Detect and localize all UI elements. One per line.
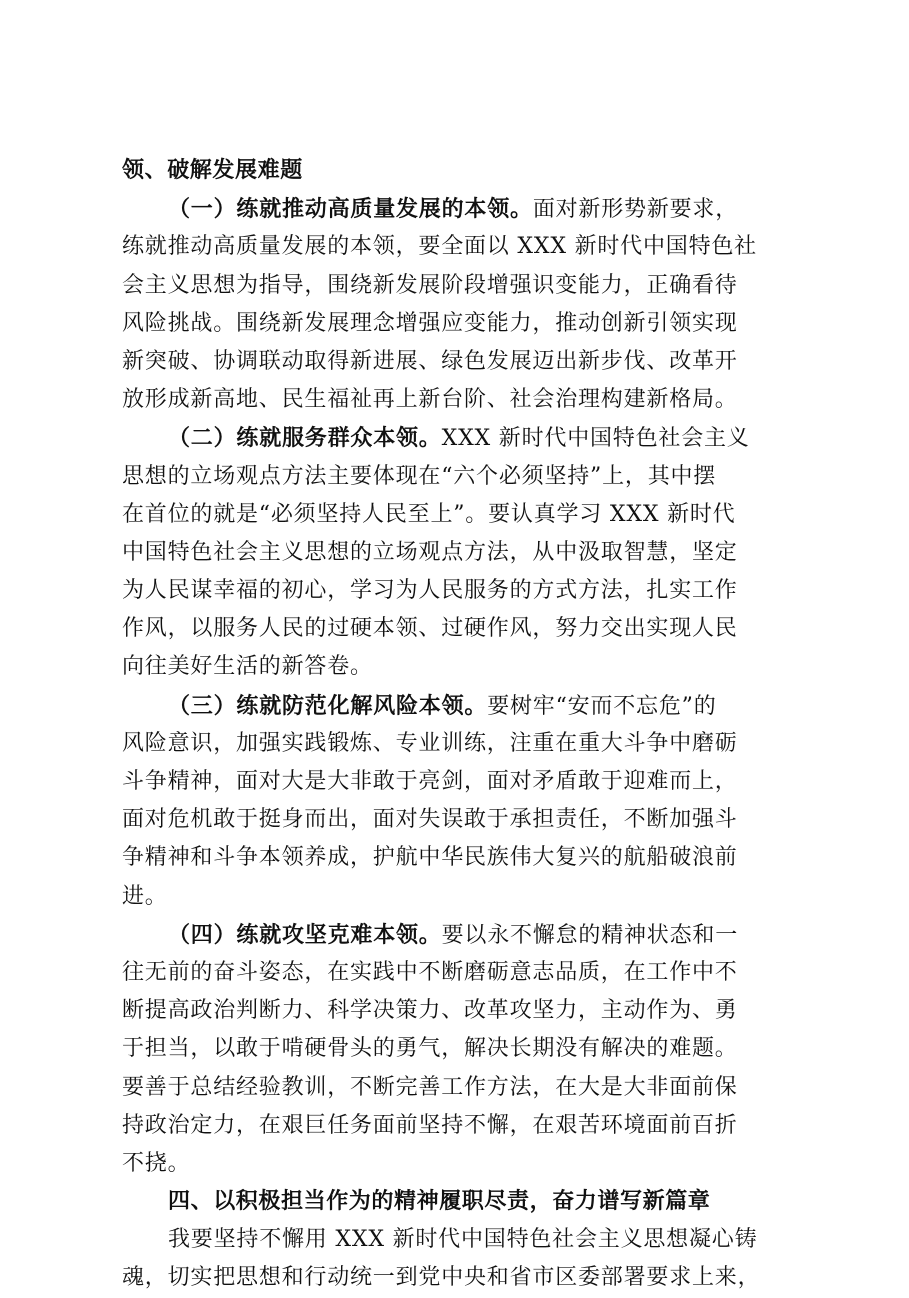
line-text: 不挠。 [122, 1150, 191, 1176]
line-text: 要树牢“安而不忘危”的 [487, 693, 717, 719]
paragraph-line [122, 305, 802, 343]
line-text: 争精神和斗争本领养成，护航中华民族伟大复兴的航船破浪前 [122, 845, 738, 871]
paragraph-line [122, 1259, 802, 1297]
paragraph-line [122, 1221, 802, 1259]
line-text: 四、以积极担当作为的精神履职尽责，奋力谱写新篇章 [168, 1189, 711, 1215]
paragraph-line [122, 878, 802, 916]
line-text: 面对危机敢于挺身而出，面对失误敢于承担责任，不断加强斗 [122, 807, 738, 833]
line-text: 持政治定力，在艰巨任务面前坚持不懈，在艰苦环境面前百折 [122, 1112, 738, 1138]
line-text: 魂，切实把思想和行动统一到党中央和省市区委部署要求上来， [122, 1265, 761, 1291]
document-body [122, 152, 802, 1298]
line-text: XXX 新时代中国特色社会主义 [441, 426, 750, 452]
section-heading-line [122, 152, 802, 190]
line-text: 往无前的奋斗姿态，在实践中不断磨砺意志品质，在工作中不 [122, 959, 738, 985]
paragraph-line [122, 496, 802, 534]
line-text: 思想的立场观点方法主要体现在“六个必须坚持”上，其中摆 [122, 463, 717, 489]
line-text: 会主义思想为指导，围绕新发展阶段增强识变能力，正确看待 [122, 272, 738, 298]
paragraph-line [122, 228, 802, 266]
line-text: 要善于总结经验教训，不断完善工作方法，在大是大非面前保 [122, 1074, 738, 1100]
line-text: 风险意识，加强实践锻炼、专业训练，注重在重大斗争中磨砺 [122, 730, 738, 756]
paragraph-line [122, 572, 802, 610]
paragraph-line [122, 839, 802, 877]
paragraph-line [122, 1107, 802, 1145]
line-text: 于担当，以敢于啃硬骨头的勇气，解决长期没有解决的难题。 [122, 1036, 738, 1062]
paragraph-line [122, 1145, 802, 1183]
paragraph-line [122, 381, 802, 419]
paragraph-line [122, 190, 802, 228]
line-text: 新突破、协调联动取得新进展、绿色发展迈出新步伐、改革开 [122, 348, 738, 374]
line-text: 作风，以服务人民的过硬本领、过硬作风，努力交出实现人民 [122, 616, 738, 642]
line-text: 放形成新高地、民生福祉再上新台阶、社会治理构建新格局。 [122, 387, 738, 413]
paragraph-line [122, 458, 802, 496]
line-text: 断提高政治判断力、科学决策力、改革攻坚力，主动作为、勇 [122, 998, 738, 1024]
line-text: 我要坚持不懈用 XXX 新时代中国特色社会主义思想凝心铸 [168, 1227, 758, 1253]
line-text: 斗争精神，面对大是大非敢于亮剑，面对矛盾敢于迎难而上， [122, 769, 738, 794]
line-text: 为人民谋幸福的初心，学习为人民服务的方式方法，扎实工作 [122, 578, 738, 604]
line-text: 在首位的就是“必须坚持人民至上”。要认真学习 XXX 新时代 [122, 501, 736, 527]
paragraph-line [122, 534, 802, 572]
line-text: 领、破解发展难题 [122, 158, 303, 183]
subsection-lead: （三）练就防范化解风险本领。 [168, 692, 488, 719]
subsection-lead: （二）练就服务群众本领。 [168, 425, 442, 452]
section-heading-line [122, 1183, 802, 1221]
paragraph-line [122, 419, 802, 457]
paragraph-line [122, 763, 802, 801]
paragraph-line [122, 687, 802, 725]
line-text: 中国特色社会主义思想的立场观点方法，从中汲取智慧，坚定 [122, 539, 738, 565]
paragraph-line [122, 801, 802, 839]
paragraph-line [122, 725, 802, 763]
paragraph-line [122, 343, 802, 381]
paragraph-line [122, 648, 802, 686]
paragraph-line [122, 954, 802, 992]
paragraph-line [122, 267, 802, 305]
paragraph-line [122, 610, 802, 648]
paragraph-line [122, 1030, 802, 1068]
line-text: 面对新形势新要求， [532, 197, 739, 223]
line-text: 风险挑战。围绕新发展理念增强应变能力，推动创新引领实现 [122, 310, 738, 336]
paragraph-line [122, 1069, 802, 1107]
subsection-lead: （一）练就推动高质量发展的本领。 [168, 196, 533, 223]
line-text: 进。 [122, 883, 168, 909]
line-text: 要以永不懈怠的精神状态和一 [441, 922, 739, 948]
line-text: 向往美好生活的新答卷。 [122, 654, 373, 680]
paragraph-line [122, 992, 802, 1030]
line-text: 练就推动高质量发展的本领，要全面以 XXX 新时代中国特色社 [122, 234, 757, 260]
subsection-lead: （四）练就攻坚克难本领。 [168, 921, 442, 948]
paragraph-line [122, 916, 802, 954]
